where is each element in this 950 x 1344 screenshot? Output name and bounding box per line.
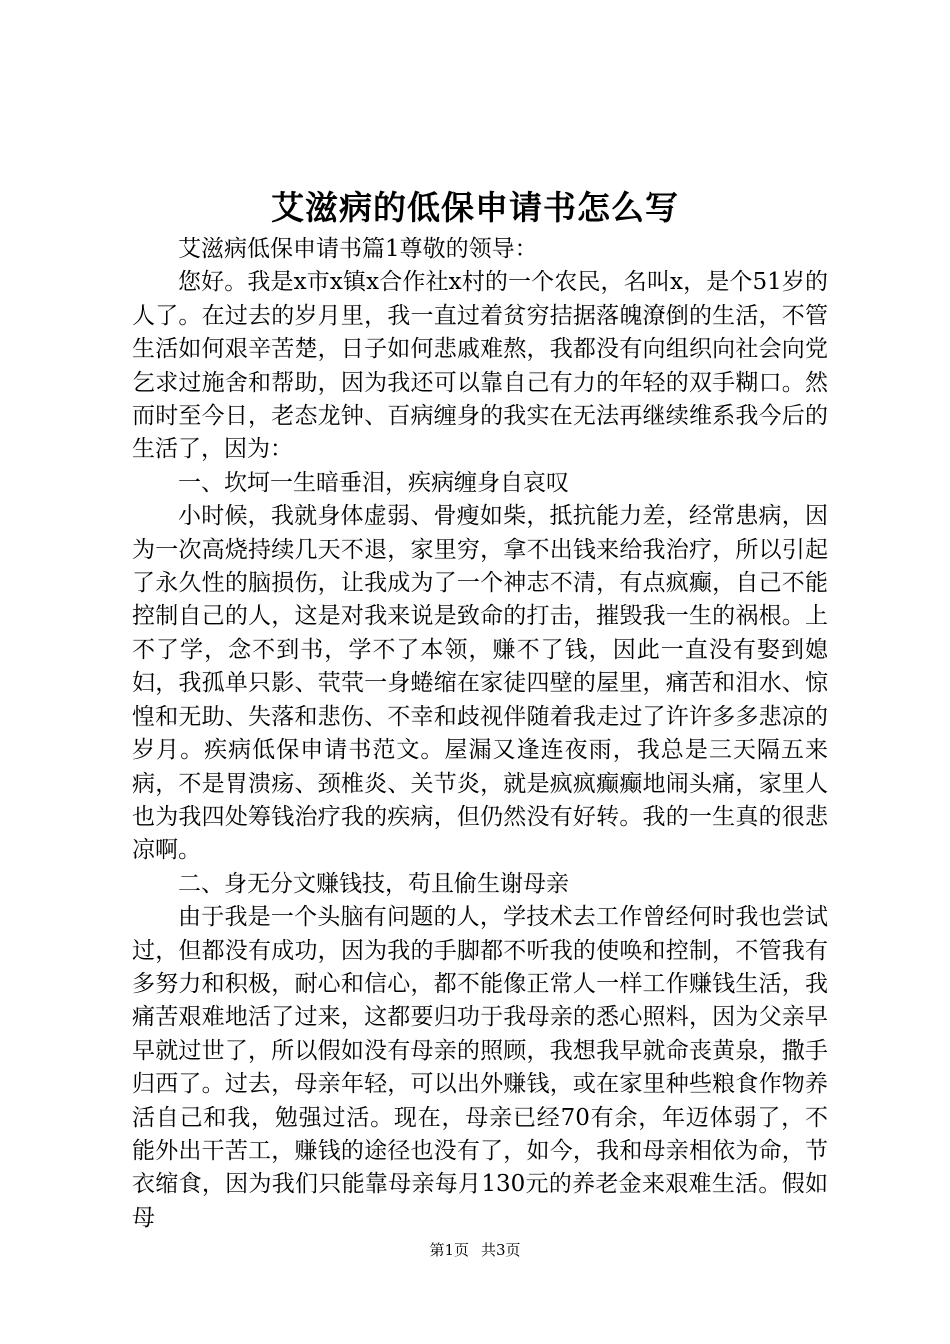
page-number: 第1页 — [429, 1241, 469, 1259]
greeting-paragraph: 艾滋病低保申请书篇1尊敬的领导： — [178, 236, 538, 262]
section-heading-2: 二、身无分文赚钱技，苟且偷生谢母亲 — [178, 870, 569, 897]
intro-paragraph: 您好。我是x市x镇x合作社x村的一个农民，名叫x，是个51岁的人了。在过去的岁月里，我一直过着贫穷拮据落魄潦倒的生活，不管生活如何艰辛苦楚，日子如何悲戚难熬，我都没有向组织向社会向党乞求过施舍和帮助，因为我还可以靠自己有力的年轻的双手糊口。然而时至今日，老态龙钟、百病缠身的我实在无法再继续维系我今后的生活了，因为： — [132, 269, 828, 463]
page-total: 共3页 — [481, 1241, 521, 1259]
section-1-paragraph: 小时候，我就身体虚弱、骨瘦如柴，抵抗能力差，经常患病，因为一次高烧持续几天不退，家里穷，拿不出钱来给我治疗，所以引起了永久性的脑损伤，让我成为了一个神志不清，有点疯癫，自己不能控制自己的人，这是对我来说是致命的打击，摧毁我一生的祸根。上不了学，念不到书，学不了本领，赚不了钱，因此一直没有娶到媳妇，我孤单只影、茕茕一身蜷缩在家徒四壁的屋里，痛苦和泪水、惊惶和无助、失落和悲伤、不幸和歧视伴随着我走过了许许多多悲凉的岁月。疾病低保申请书范文。屋漏又逢连夜雨，我总是三天隔五来病，不是胃溃疡、颈椎炎、关节炎，就是疯疯癫癫地闹头痛，家里人也为我四处筹钱治疗我的疾病，但仍然没有好转。我的一生真的很悲凉啊。 — [132, 503, 828, 864]
document-title: 艾滋病的低保申请书怎么写 — [271, 188, 679, 227]
page-footer — [0, 1240, 950, 1260]
section-heading-1: 一、坎坷一生暗垂泪，疾病缠身自哀叹 — [178, 469, 569, 496]
section-2-paragraph: 由于我是一个头脑有问题的人，学技术去工作曾经何时我也尝试过，但都没有成功，因为我的手脚都不听我的使唤和控制，不管我有多努力和积极，耐心和信心，都不能像正常人一样工作赚钱生活，我痛苦艰难地活了过来，这都要归功于我母亲的悉心照料，因为父亲早早就过世了，所以假如没有母亲的照顾，我想我早就命丧黄泉，撒手归西了。过去，母亲年轻，可以出外赚钱，或在家里种些粮食作物养活自己和我，勉强过活。现在，母亲已经70有余，年迈体弱了，不能外出干苦工，赚钱的途径也没有了，如今，我和母亲相依为命，节衣缩食，因为我们只能靠母亲每月130元的养老金来艰难生活。假如母 — [132, 904, 828, 1231]
document-body — [132, 233, 828, 1235]
